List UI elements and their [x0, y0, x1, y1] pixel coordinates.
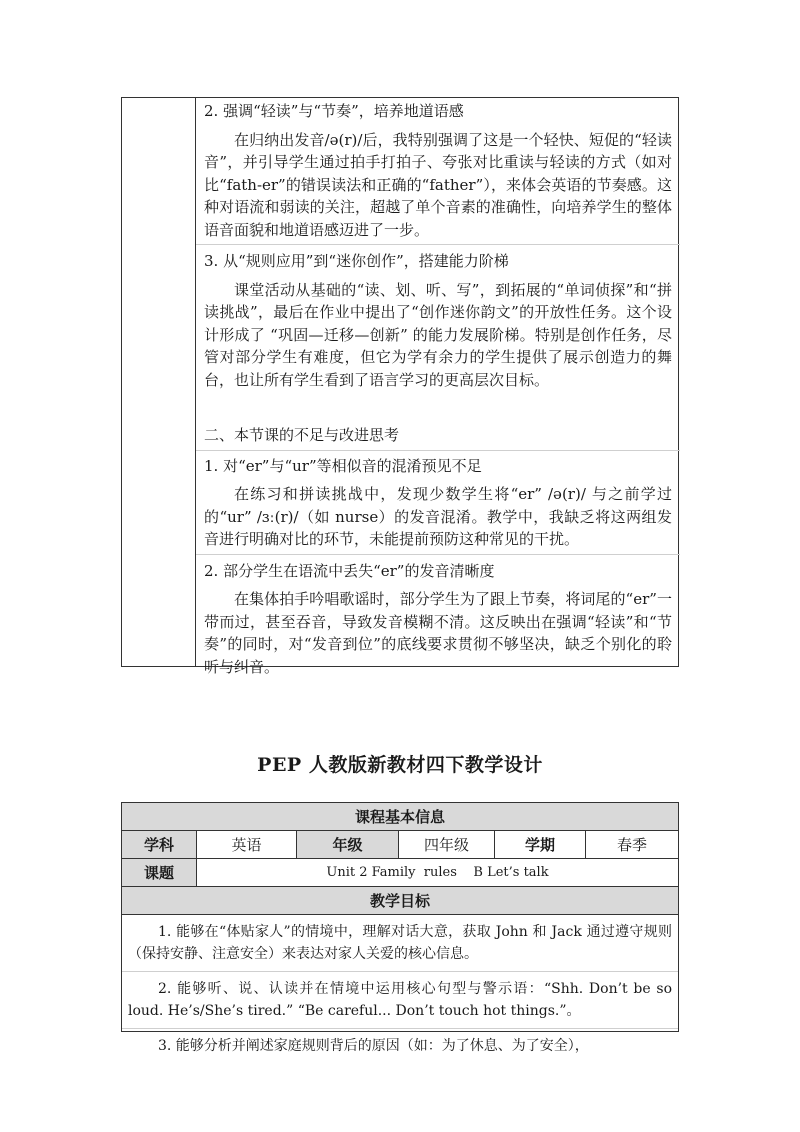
term-label: 学期 — [495, 831, 586, 858]
objectives-row — [122, 915, 678, 1054]
objective-2: 2. 能够听、说、认读并在情境中运用核心句型与警示语：“Shh. Don’t be so loud. He’s/She’s tired.” “Be careful... Don’t touch hot things.”。 — [128, 981, 672, 1019]
topic-row — [122, 859, 678, 887]
section2-title: 二、本节课的不足与改进思考 — [204, 426, 400, 444]
objective-3: 3. 能够分析并阐述家庭规则背后的原因（如：为了休息、为了安全）， — [158, 1038, 589, 1054]
topic-label: 课题 — [122, 859, 197, 886]
row-separator — [122, 971, 678, 972]
row-separator — [196, 244, 680, 245]
document-title: PEP 人教版新教材四下教学设计 — [257, 754, 543, 776]
subject-value: 英语 — [197, 831, 297, 858]
course-info-row — [122, 831, 678, 859]
row-separator — [122, 1028, 678, 1029]
topic-value: Unit 2 Family rules B Let’s talk — [326, 865, 549, 880]
objectives-header: 教学目标 — [122, 887, 678, 915]
course-info-table — [121, 802, 679, 1054]
item3-title: 3. 从“规则应用”到“迷你创作”，搭建能力阶梯 — [204, 252, 509, 270]
term-value: 春季 — [616, 836, 647, 854]
row-separator — [196, 450, 680, 451]
subject-label: 学科 — [122, 831, 197, 858]
course-info-header: 课程基本信息 — [122, 803, 678, 831]
item2-text: 在归纳出发音/ə(r)/后，我特别强调了这是一个轻快、短促的“轻读音”，并引导学生通过拍手打拍子、夸张对比重读与轻读的方式（如对比“fath-er”的错误读法和正确的“father”），来体会英语的节奏感。这种对语流和弱读的关注，超越了单个音素的准确性，向培养学生的整体语音面貌和地道语感迈进了一步。 — [204, 130, 672, 239]
objective-1: 1. 能够在“体贴家人”的情境中，理解对话大意，获取 John 和 Jack 通过遵守规则（保持安静、注意安全）来表达对家人关爱的核心信息。 — [128, 924, 672, 962]
item2-title: 2. 强调“轻读”与“节奏”，培养地道语感 — [204, 102, 464, 120]
row-separator — [196, 554, 680, 555]
item3-text: 课堂活动从基础的“读、划、听、写”，到拓展的“单词侦探”和“拼读挑战”，最后在作业中提出了“创作迷你韵文”的开放性任务。这个设计形成了 “巩固—迁移—创新” 的能力发展阶梯。特别是创作任务，尽管对部分学生有难度，但它为学有余力的学生提供了展示创造力的舞台，也让所有学生看到了语言学习的更高层次目标。 — [204, 280, 672, 389]
grade-value: 四年级 — [399, 831, 495, 858]
reflection-table — [121, 97, 679, 676]
objectives-content — [122, 915, 678, 1054]
column-divider — [195, 98, 196, 666]
grade-label: 年级 — [297, 831, 399, 858]
issue2-text: 在集体拍手吟唱歌谣时，部分学生为了跟上节奏，将词尾的“er”一带而过，甚至吞音，导致发音模糊不清。这反映出在强调“轻读”和“节奏”的同时，对“发音到位”的底线要求贯彻不够坚决，缺乏个别化的聆听与纠音。 — [204, 590, 672, 676]
reflection-content — [204, 98, 672, 678]
issue2-title: 2. 部分学生在语流中丢失“er”的发音清晰度 — [204, 561, 495, 580]
issue1-text: 在练习和拼读挑战中，发现少数学生将“er” /ə(r)/ 与之前学过的“ur” /ɜː(r)/（如 nurse）的发音混淆。教学中，我缺乏将这两组发音进行明确对比的环节，未能提前预防这种常见的干扰。 — [204, 485, 672, 548]
issue1-title: 1. 对“er”与“ur”等相似音的混淆预见不足 — [204, 456, 482, 475]
